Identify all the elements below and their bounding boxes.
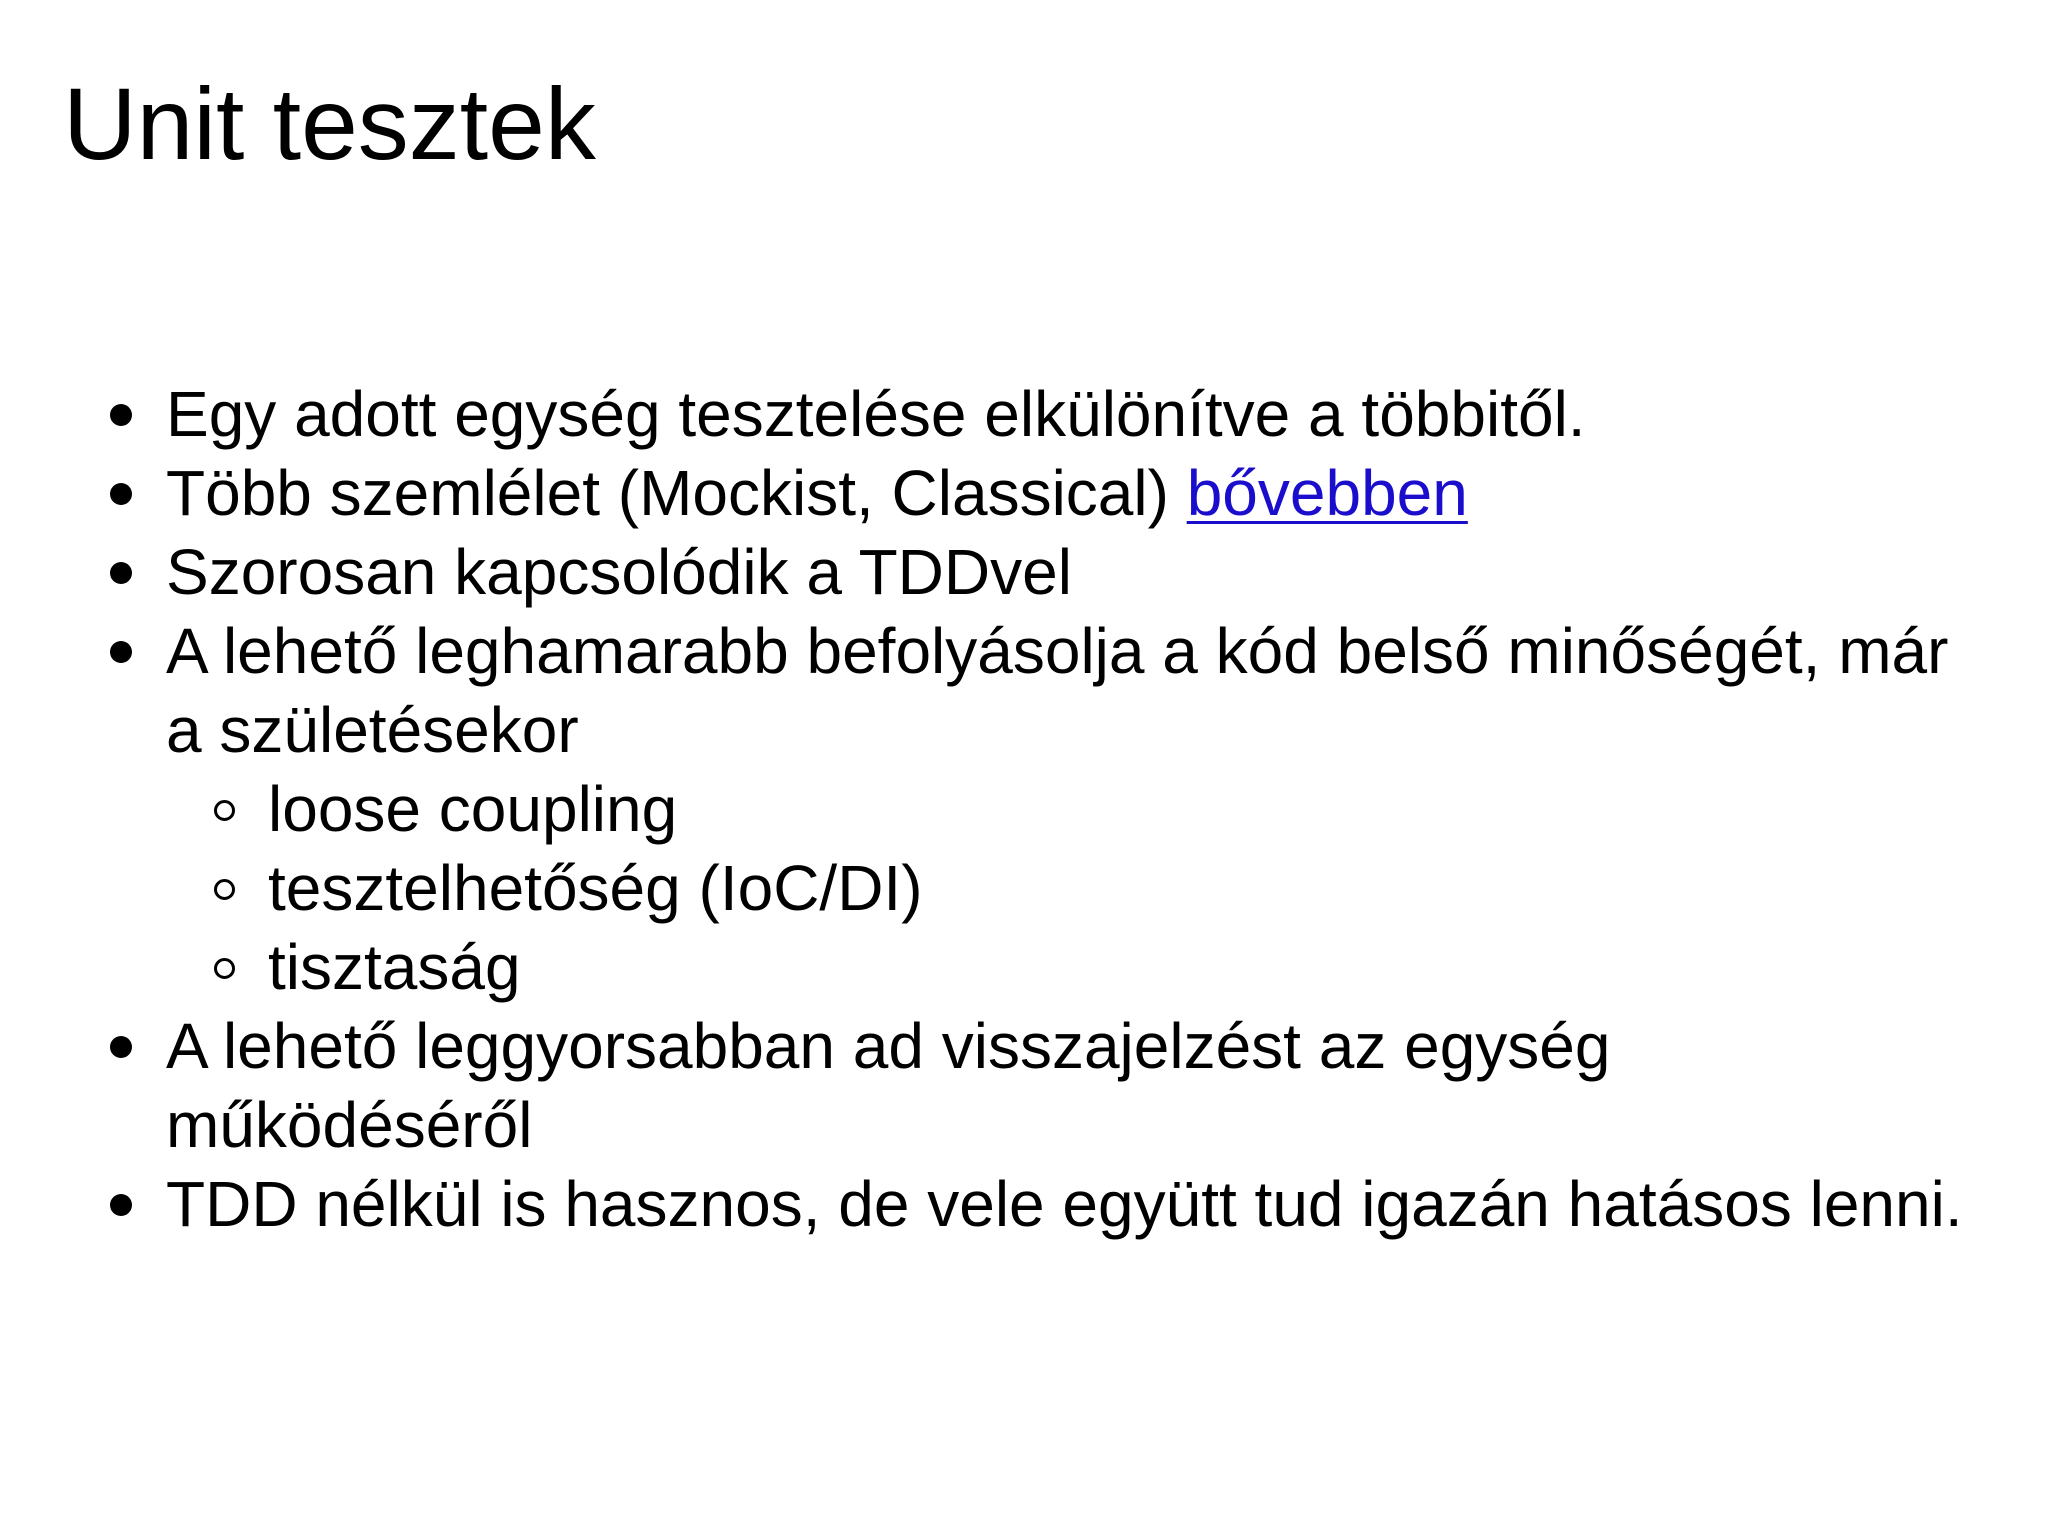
filled-circle-bullet-icon bbox=[110, 533, 132, 612]
bullet-item bbox=[0, 454, 1966, 533]
sub-bullet-item bbox=[0, 928, 1968, 1007]
slide-title: Unit tesztek bbox=[63, 67, 596, 181]
hollow-circle-bullet-icon bbox=[214, 770, 235, 849]
bullet-text: A lehető leghamarabb befolyásolja a kód belső minőségét, már a születésekor bbox=[166, 615, 1949, 766]
bullet-text: TDD nélkül is hasznos, de vele együtt tud igazán hatásos lenni. bbox=[166, 1168, 1963, 1240]
hollow-circle-bullet-icon bbox=[214, 928, 235, 1007]
filled-circle-bullet-icon bbox=[110, 454, 132, 533]
sub-bullet-item bbox=[0, 849, 1968, 928]
bullet-text: A lehető leggyorsabban ad visszajelzést az egység működéséről bbox=[166, 1010, 1611, 1161]
bullet-text: Szorosan kapcsolódik a TDDvel bbox=[166, 536, 1072, 608]
sub-bullet-item bbox=[0, 770, 1968, 849]
filled-circle-bullet-icon bbox=[110, 1007, 132, 1086]
sub-bullet-text: loose coupling bbox=[268, 773, 678, 845]
bullet-item bbox=[0, 1165, 1966, 1244]
bullet-text: Egy adott egység tesztelése elkülönítve a többitől. bbox=[166, 378, 1586, 450]
more-info-link[interactable]: bővebben bbox=[1186, 457, 1468, 529]
filled-circle-bullet-icon bbox=[110, 612, 132, 691]
hollow-circle-bullet-icon bbox=[214, 849, 235, 928]
bullet-item bbox=[0, 1007, 1966, 1165]
bullet-item bbox=[0, 533, 1966, 612]
bullet-list bbox=[0, 375, 2048, 1244]
filled-circle-bullet-icon bbox=[110, 1165, 132, 1244]
bullet-text: Több szemlélet (Mockist, Classical) bbox=[166, 457, 1187, 529]
bullet-item bbox=[0, 612, 1966, 770]
bullet-item bbox=[0, 375, 1966, 454]
filled-circle-bullet-icon bbox=[110, 375, 132, 454]
sub-bullet-text: tesztelhetőség (IoC/DI) bbox=[268, 852, 923, 924]
sub-bullet-text: tisztaság bbox=[268, 931, 521, 1003]
